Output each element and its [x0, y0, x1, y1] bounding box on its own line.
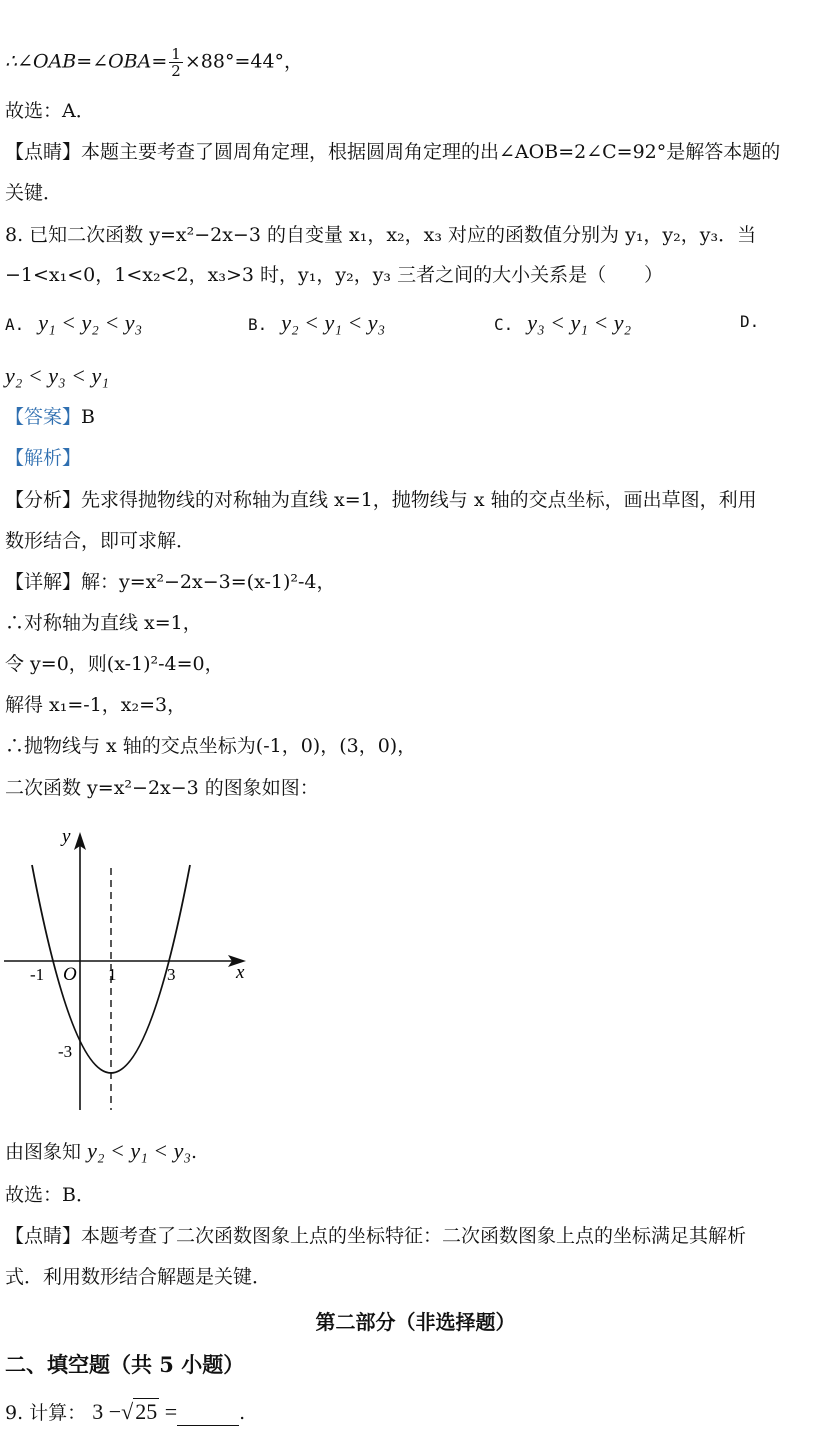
q9-line: 9. 计算： 3 −√25 = .: [5, 1399, 246, 1424]
fenxi-line-1: [5, 487, 757, 513]
q8-comment-line-1: [5, 1223, 746, 1249]
xiangjie-text: 解：y=x²−2x−3=(x-1)²-4，: [81, 571, 336, 593]
fenxi-line-2: 数形结合，即可求解．: [5, 530, 196, 552]
xiangjie-line-4: 解得 x₁=-1，x₂=3，: [5, 694, 187, 716]
angle-suffix: ×88°=44°，: [184, 50, 304, 73]
fenxi-text: 先求得抛物线的对称轴为直线 x=1，抛物线与 x 轴的交点坐标，画出草图，利用: [81, 489, 757, 511]
label-neg3: -3: [58, 1042, 73, 1061]
answer-tag: 【答案】: [5, 406, 82, 428]
label-y: y: [62, 826, 71, 847]
label-origin: O: [63, 964, 77, 985]
section-title: 二、填空题（共 5 小题）: [5, 1352, 245, 1377]
conclusion-prefix: 由图象知: [5, 1141, 82, 1163]
label-neg1: -1: [30, 965, 45, 984]
q9-sqrt: 25: [135, 1399, 158, 1424]
q8-comment-text: 本题考查了二次函数图象上点的坐标特征：二次函数图象上点的坐标满足其解析: [81, 1225, 747, 1247]
fraction-half: $\frac{1}{2}$: [171, 45, 181, 80]
xiangjie-line-2: ∴对称轴为直线 x=1，: [5, 612, 202, 634]
part2-title: 第二部分（非选择题）: [315, 1310, 516, 1334]
answer-line: [5, 404, 95, 430]
xiangjie-tag: 【详解】: [5, 571, 82, 593]
analysis-tag: 【解析】: [5, 447, 82, 469]
q8-comment-line-2: 式．利用数形结合解题是关键．: [5, 1266, 272, 1288]
comment-line-2: 关键．: [5, 182, 63, 204]
comment-text: 本题主要考查了圆周角定理，根据圆周角定理的出∠AOB=2∠C=92°是解答本题的: [81, 141, 781, 163]
q8-comment-tag: 【点睛】: [5, 1225, 82, 1247]
fenxi-tag: 【分析】: [5, 489, 82, 511]
label-one: 1: [108, 965, 117, 984]
q8-stem-1: 8. 已知二次函数 y=x²−2x−3 的自变量 x₁，x₂，x₃ 对应的函数值分别为 y₁，y₂，y₃．当: [5, 224, 757, 246]
option-d-expr: y₂ < y₃ < y₁: [5, 363, 109, 388]
label-three: 3: [167, 965, 176, 984]
q8-stem-2: −1<x₁<0，1<x₂<2，x₃>3 时，y₁，y₂，y₃ 三者之间的大小关系是（ ）: [5, 264, 664, 286]
option-d[interactable]: D.: [740, 312, 760, 331]
q9-prefix: 9. 计算：: [5, 1402, 87, 1424]
xiangjie-line-6: 二次函数 y=x²−2x−3 的图象如图：: [5, 777, 319, 799]
choose-a: 故选：A．: [5, 100, 95, 122]
xiangjie-line-3: 令 y=0，则(x-1)²-4=0，: [5, 653, 224, 675]
option-c[interactable]: C. y₃ < y₁ < y₂: [494, 310, 632, 335]
angle-prefix: ∴∠OAB=∠OBA=: [5, 50, 168, 73]
q9-answer-blank[interactable]: [177, 1405, 239, 1426]
comment-line-1: [5, 139, 780, 165]
xiangjie-line-1: [5, 569, 336, 595]
option-a[interactable]: A. y₁ < y₂ < y₃: [5, 310, 143, 335]
xiangjie-line-5: ∴抛物线与 x 轴的交点坐标为(-1，0)，(3，0)，: [5, 735, 417, 757]
solution-line-angle: [5, 46, 303, 79]
comment-tag: 【点睛】: [5, 141, 82, 163]
conclusion-expr: y₂ < y₁ < y₃: [87, 1138, 191, 1163]
parabola-graph: [0, 820, 260, 1120]
conclusion-line: [5, 1138, 197, 1165]
choose-b: 故选：B．: [5, 1184, 95, 1206]
label-x: x: [236, 962, 245, 983]
answer-value: B: [81, 406, 95, 428]
conclusion-suffix: .: [191, 1141, 198, 1163]
q9-expr: 3 −√25 =: [92, 1399, 178, 1424]
option-b[interactable]: B. y₂ < y₁ < y₃: [248, 310, 386, 335]
